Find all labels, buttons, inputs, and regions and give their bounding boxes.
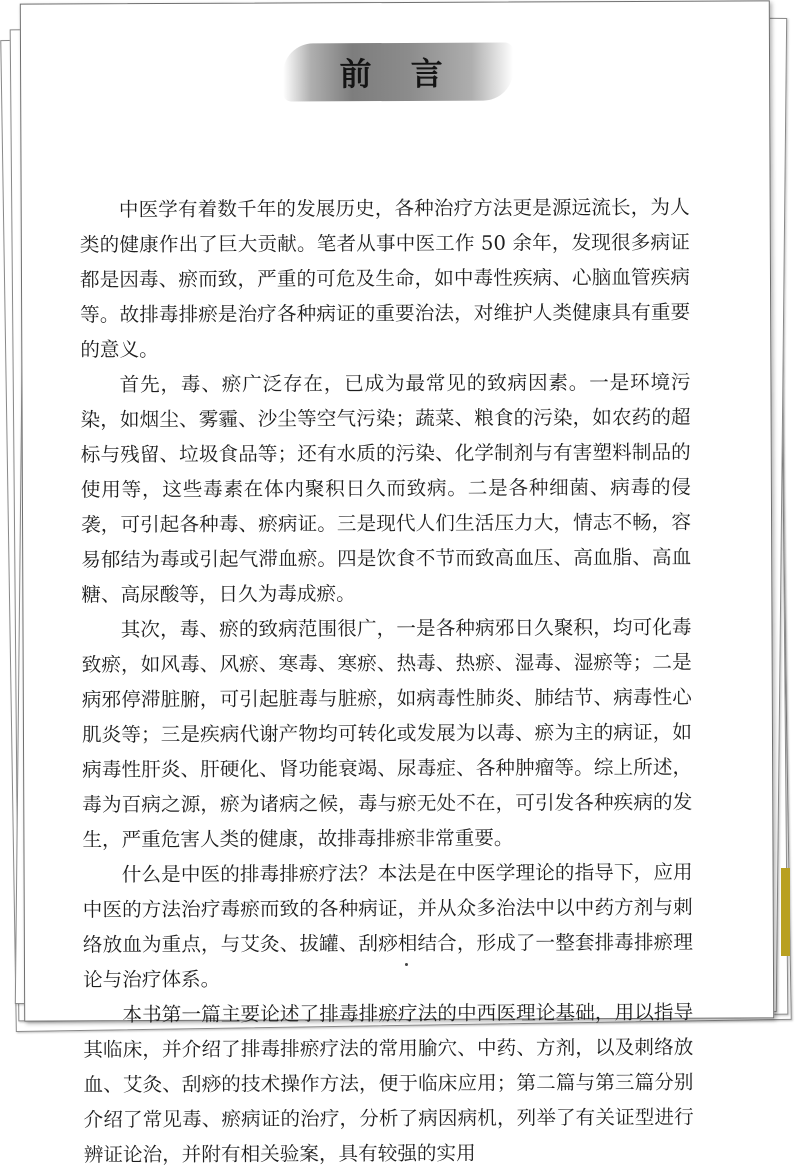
- title-brush-banner: [283, 42, 513, 101]
- paragraph: 首先，毒、瘀广泛存在，已成为最常见的致病因素。一是环境污染，如烟尘、雾霾、沙尘等空气污染；蔬菜、粮食的污染，如农药的超标与残留、垃圾食品等；还有水质的污染、化学制剂与有害塑料制品的使用等，这些毒素在体内聚积日久而致病。二是各种细菌、病毒的侵袭，可引起各种毒、瘀病证。三是现代人们生活压力大，情志不畅，容易郁结为毒或引起气滞血瘀。四是饮食不节而致高血压、高血脂、高血糖、高尿酸等，日久为毒成瘀。: [80, 370, 692, 607]
- page-mark: [405, 963, 408, 966]
- page-title: 前 言: [339, 54, 457, 94]
- yellow-tab-edge: [781, 868, 790, 956]
- preface-body: [80, 190, 694, 1173]
- paragraph: 中医学有着数千年的发展历史，各种治疗方法更是源远流长，为人类的健康作出了巨大贡献。笔者从事中医工作 50 余年，发现很多病证都是因毒、瘀而致，严重的可危及生命，如中毒性疾病、心脑血管疾病等。故排毒排瘀是治疗各种病证的重要治法，对维护人类健康具有重要的意义。: [79, 195, 691, 362]
- paragraph: 本书第一篇主要论述了排毒排瘀疗法的中西医理论基础，用以指导其临床，并介绍了排毒排瘀疗法的常用腧穴、中药、方剂，以及刺络放血、艾灸、刮痧的技术操作方法，便于临床应用；第二篇与第三篇分别介绍了常见毒、瘀病证的治疗，分析了病因病机，列举了有关证型进行辨证论治，并附有相关验案，具有较强的实用: [83, 1000, 694, 1167]
- book-page: [20, 0, 774, 1167]
- paragraph: 什么是中医的排毒排瘀疗法？本法是在中医学理论的指导下，应用中医的方法治疗毒瘀而致的各种病证，并从众多治法中以中药方剂与刺络放血为重点，与艾灸、拔罐、刮痧相结合，形成了一整套排毒排瘀理论与治疗体系。: [82, 860, 693, 992]
- paragraph: 其次，毒、瘀的致病范围很广，一是各种病邪日久聚积，均可化毒致瘀，如风毒、风瘀、寒毒、寒瘀、热毒、热瘀、湿毒、湿瘀等；二是病邪停滞脏腑，可引起脏毒与脏瘀，如病毒性肺炎、肺结节、病毒性心肌炎等；三是疾病代谢产物均可转化或发展为以毒、瘀为主的病证，如病毒性肝炎、肝硬化、肾功能衰竭、尿毒症、各种肿瘤等。综上所述，毒为百病之源，瘀为诸病之候，毒与瘀无处不在，可引发各种疾病的发生，严重危害人类的健康，故排毒排瘀非常重要。: [81, 615, 693, 852]
